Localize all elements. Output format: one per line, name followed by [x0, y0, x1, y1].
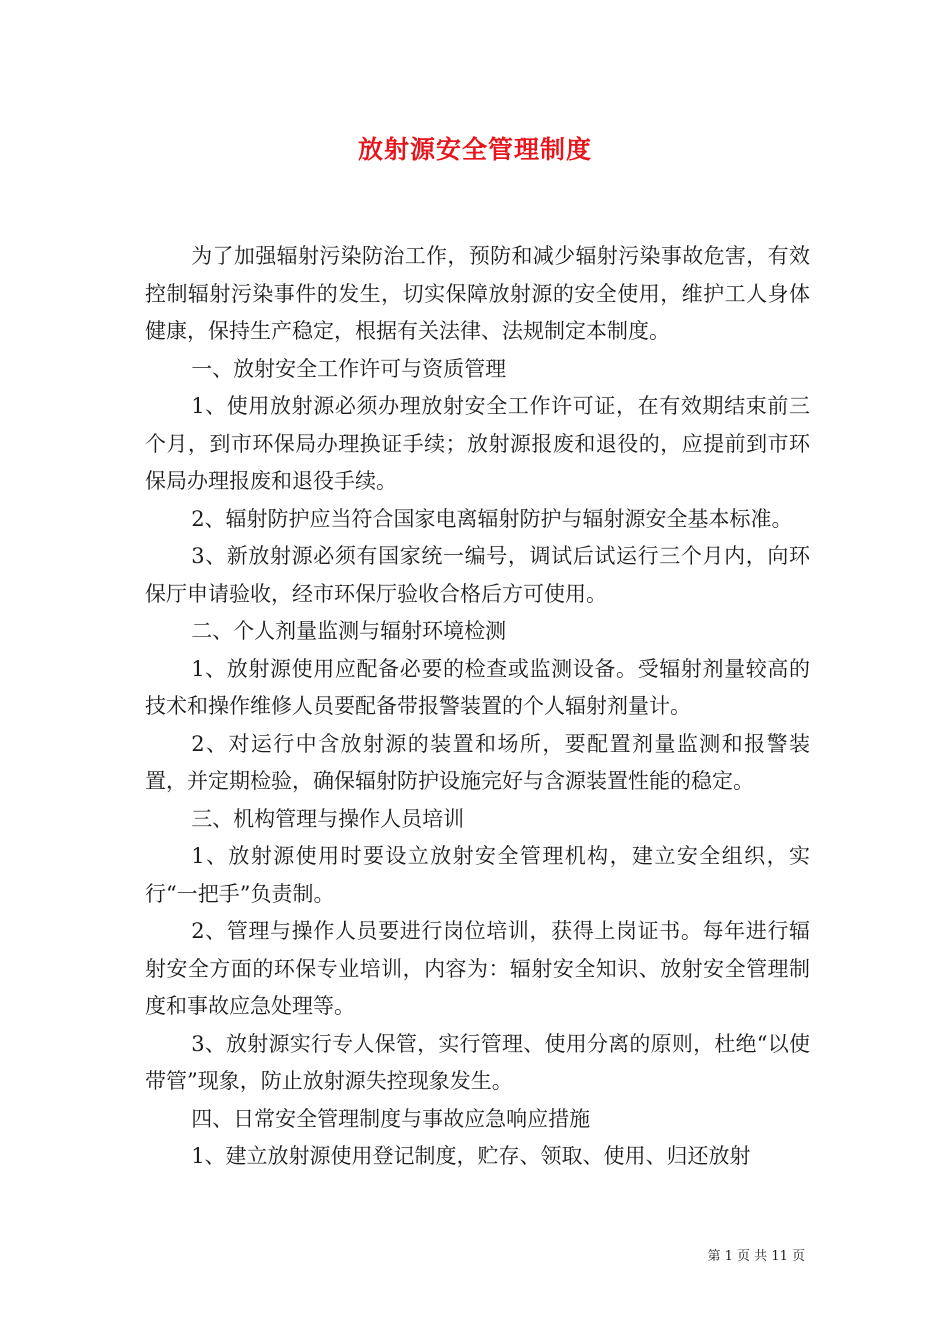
paragraph-1-1: 1、使用放射源必须办理放射安全工作许可证，在有效期结束前三个月，到市环保局办理换证手续；放射源报废和退役的，应提前到市环保局办理报废和退役手续。 [145, 394, 810, 493]
section-heading-4: 四、日常安全管理制度与事故应急响应措施 [191, 1106, 591, 1131]
paragraph-1-2: 2、辐射防护应当符合国家电离辐射防护与辐射源安全基本标准。 [191, 506, 793, 531]
section-heading-3: 三、机构管理与操作人员培训 [191, 806, 465, 831]
document-body [145, 238, 810, 1176]
paragraph-3-3: 3、放射源实行专人保管，实行管理、使用分离的原则，杜绝“以使带管”现象，防止放射源失控现象发生。 [145, 1031, 810, 1093]
paragraph-4-1: 1、建立放射源使用登记制度，贮存、领取、使用、归还放射 [191, 1144, 751, 1168]
paragraph-intro: 为了加强辐射污染防治工作，预防和减少辐射污染事故危害，有效控制辐射污染事件的发生，切实保障放射源的安全使用，维护工人身体健康，保持生产稳定，根据有关法律、法规制定本制度。 [145, 244, 810, 343]
paragraph-2-1: 1、放射源使用应配备必要的检查或监测设备。受辐射剂量较高的技术和操作维修人员要配备带报警装置的个人辐射剂量计。 [145, 656, 810, 718]
section-heading-1: 一、放射安全工作许可与资质管理 [191, 356, 507, 381]
section-heading-2: 二、个人剂量监测与辐射环境检测 [191, 619, 507, 643]
paragraph-3-1: 1、放射源使用时要设立放射安全管理机构，建立安全组织，实行“一把手”负责制。 [145, 844, 810, 906]
page-number: 第 1 页 共 11 页 [707, 1249, 805, 1264]
document-title: 放射源安全管理制度 [357, 135, 592, 164]
paragraph-3-2: 2、管理与操作人员要进行岗位培训，获得上岗证书。每年进行辐射安全方面的环保专业培训，内容为：辐射安全知识、放射安全管理制度和事故应急处理等。 [145, 919, 810, 1018]
paragraph-1-3: 3、新放射源必须有国家统一编号，调试后试运行三个月内，向环保厅申请验收，经市环保厅验收合格后方可使用。 [145, 544, 810, 606]
paragraph-2-2: 2、对运行中含放射源的装置和场所，要配置剂量监测和报警装置，并定期检验，确保辐射防护设施完好与含源装置性能的稳定。 [145, 731, 810, 793]
